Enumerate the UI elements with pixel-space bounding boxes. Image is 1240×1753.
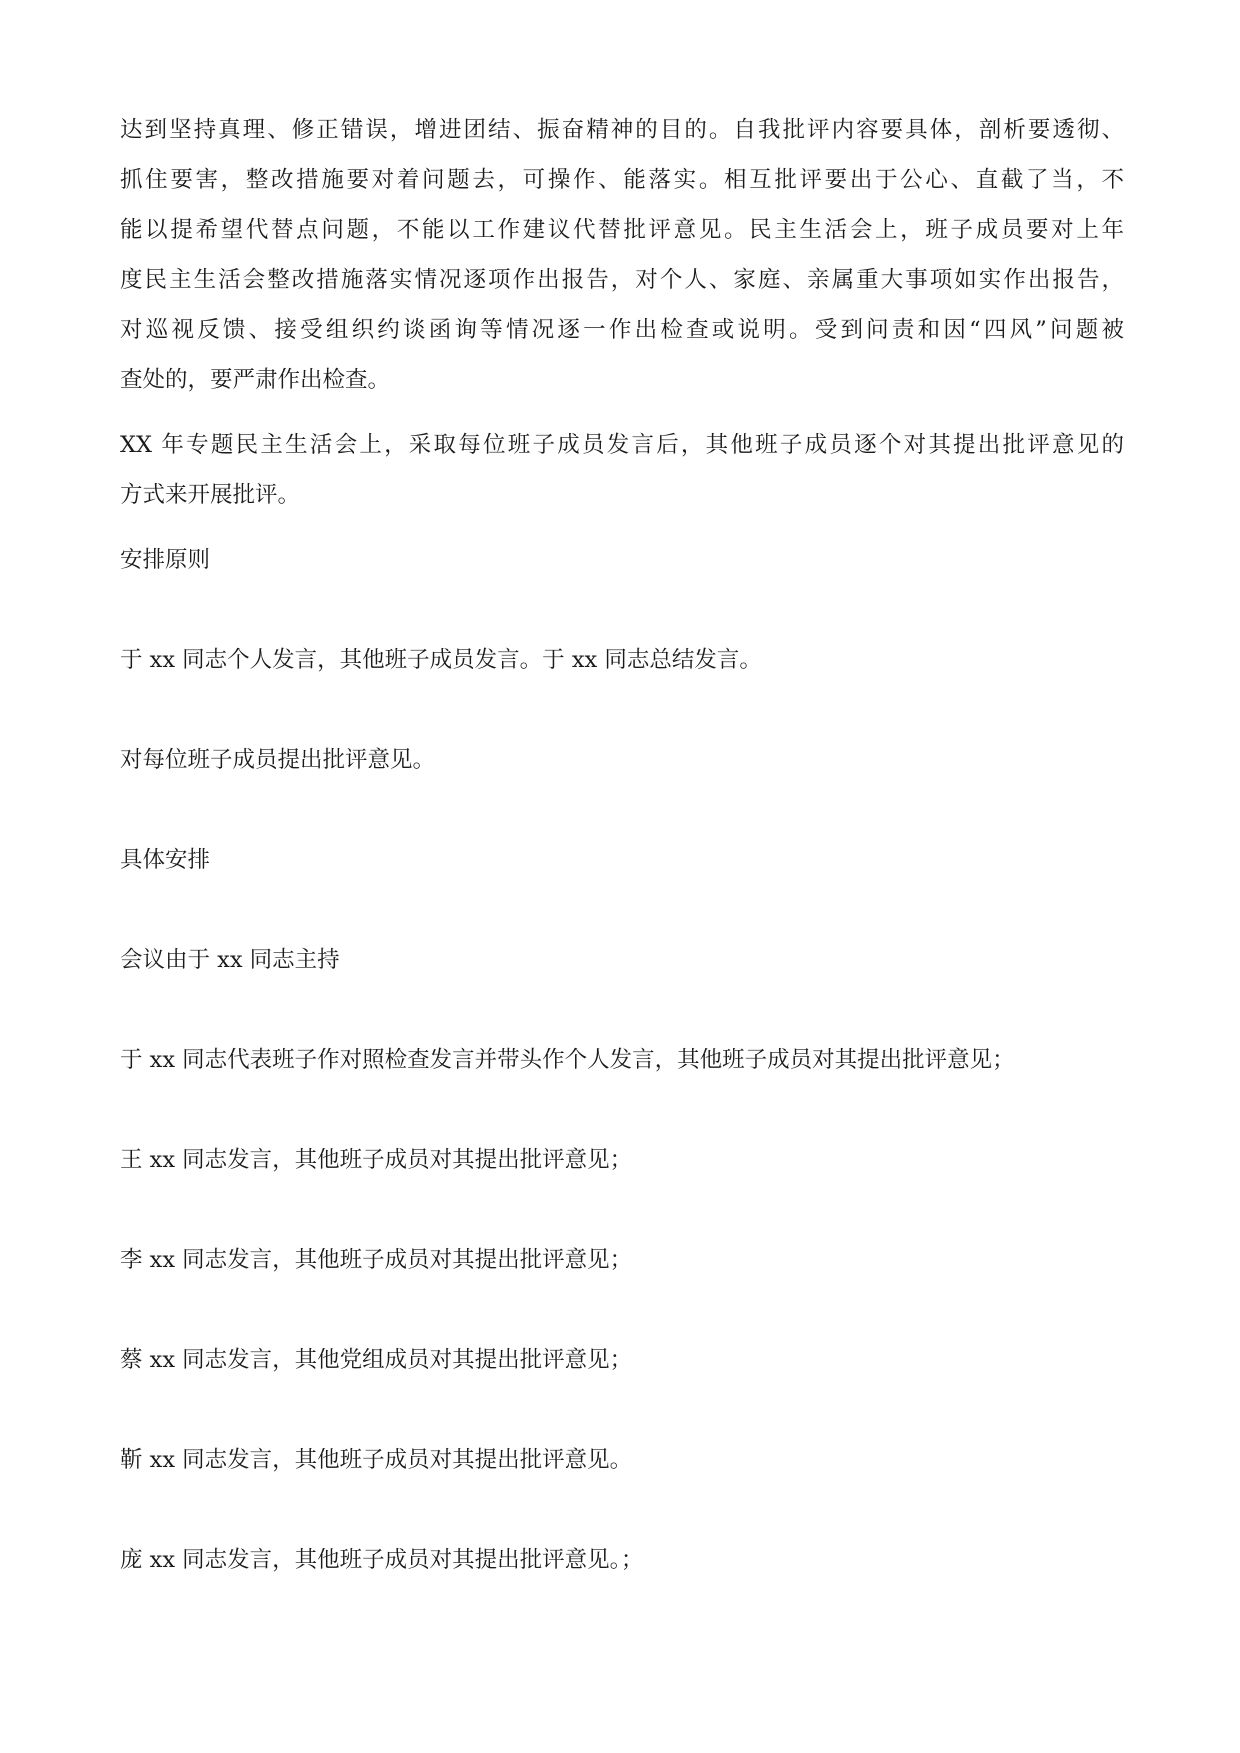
arrangement-item: 庞 xx 同志发言，其他班子成员对其提出批评意见。； [120, 1547, 644, 1573]
heading-arrangement-principle: 安排原则 [120, 547, 211, 573]
paragraph-line: 达到坚持真理、修正错误，增进团结、振奋精神的目的。自我批评内容要具体，剖析要透彻、 [120, 117, 1124, 143]
paragraph-criticism-method [120, 420, 1124, 520]
paragraph-line: 能以提希望代替点问题，不能以工作建议代替批评意见。民主生活会上，班子成员要对上年 [120, 217, 1124, 243]
arrangement-item: 李 xx 同志发言，其他班子成员对其提出批评意见； [120, 1247, 633, 1273]
principle-item: 对每位班子成员提出批评意见。 [120, 747, 436, 773]
arrangement-item: 于 xx 同志代表班子作对照检查发言并带头作个人发言，其他班子成员对其提出批评意见； [120, 1047, 1015, 1073]
principle-item: 于 xx 同志个人发言，其他班子成员发言。于 xx 同志总结发言。 [120, 647, 762, 673]
paragraph-line: 度民主生活会整改措施落实情况逐项作出报告，对个人、家庭、亲属重大事项如实作出报告， [120, 267, 1124, 293]
heading-specific-arrangement: 具体安排 [120, 847, 211, 873]
paragraph-line: 对巡视反馈、接受组织约谈函询等情况逐一作出检查或说明。受到问责和因“四风”问题被 [120, 317, 1124, 343]
paragraph-line: 查处的，要严肃作出检查。 [120, 367, 391, 393]
arrangement-item: 靳 xx 同志发言，其他班子成员对其提出批评意见。 [120, 1447, 633, 1473]
paragraph-line: 方式来开展批评。 [120, 482, 301, 508]
paragraph-line: XX 年专题民主生活会上，采取每位班子成员发言后，其他班子成员逐个对其提出批评意见的 [120, 432, 1124, 458]
paragraph-meeting-requirements [120, 105, 1124, 405]
arrangement-host: 会议由于 xx 同志主持 [120, 947, 340, 973]
arrangement-item: 王 xx 同志发言，其他班子成员对其提出批评意见； [120, 1147, 633, 1173]
paragraph-line: 抓住要害，整改措施要对着问题去，可操作、能落实。相互批评要出于公心、直截了当，不 [120, 167, 1124, 193]
arrangement-item: 蔡 xx 同志发言，其他党组成员对其提出批评意见； [120, 1347, 633, 1373]
